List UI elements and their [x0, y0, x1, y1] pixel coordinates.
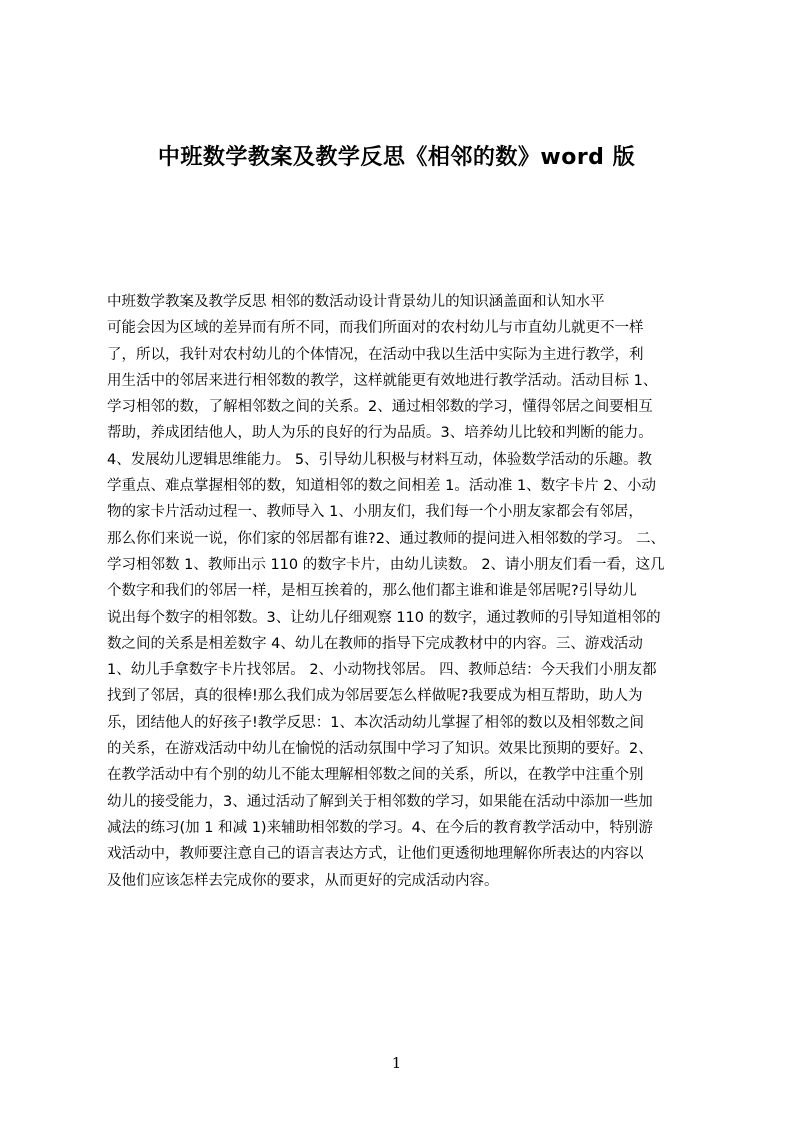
body-line: 在教学活动中有个别的幼儿不能太理解相邻数之间的关系，所以，在教学中注重个别 — [107, 767, 644, 784]
document-body — [107, 289, 697, 894]
body-line: 用生活中的邻居来进行相邻数的教学，这样就能更有效地进行教学活动。活动目标 1、 — [107, 372, 658, 389]
body-line: 说出每个数字的相邻数。3、让幼儿仔细观察 110 的数字，通过教师的引导知道相邻的 — [107, 609, 661, 626]
body-line: 学习相邻的数，了解相邻数之间的关系。2、通过相邻数的学习，懂得邻居之间要相互 — [107, 399, 653, 416]
body-line: 4、发展幼儿逻辑思维能力。 5、引导幼儿积极与材料互动，体验数学活动的乐趣。教 — [107, 451, 653, 468]
document-title: 中班数学教案及教学反思《相邻的数》word 版 — [157, 145, 636, 170]
body-line: 找到了邻居，真的很棒!那么我们成为邻居要怎么样做呢?我要成为相互帮助，助人为 — [107, 688, 643, 705]
body-line: 学重点、难点掌握相邻的数，知道相邻的数之间相差 1。活动准 1、数字卡片 2、小动 — [107, 478, 657, 495]
body-line: 戏活动中，教师要注意自己的语言表达方式，让他们更透彻地理解你所表达的内容以 — [107, 846, 644, 863]
body-line: 及他们应该怎样去完成你的要求，从而更好的完成活动内容。 — [107, 872, 499, 889]
body-line: 乐，团结他人的好孩子!教学反思：1、本次活动幼儿掌握了相邻的数以及相邻数之间 — [107, 714, 645, 731]
body-line: 帮助，养成团结他人，助人为乐的良好的行为品质。3、培养幼儿比较和判断的能力。 — [107, 425, 653, 442]
body-line: 数之间的关系是相差数字 4、幼儿在教师的指导下完成教材中的内容。三、游戏活动 — [107, 635, 643, 652]
body-line: 减法的练习(加 1 和减 1)来辅助相邻数的学习。4、在今后的教育教学活动中，特别游 — [107, 819, 653, 836]
body-line: 中班数学教案及教学反思 相邻的数活动设计背景幼儿的知识涵盖面和认知水平 — [107, 294, 605, 310]
page-number: 1 — [391, 1054, 402, 1072]
body-line: 了，所以，我针对农村幼儿的个体情况，在活动中我以生活中实际为主进行教学，利 — [107, 346, 644, 363]
body-line: 学习相邻数 1、教师出示 110 的数字卡片，由幼儿读数。 2、请小朋友们看一看，这几 — [107, 556, 665, 573]
body-line: 1、幼儿手拿数字卡片找邻居。 2、小动物找邻居。 四、教师总结：今天我们小朋友都 — [107, 662, 657, 679]
body-line: 物的家卡片活动过程一、教师导入 1、小朋友们，我们每一个小朋友家都会有邻居， — [107, 504, 643, 521]
body-line: 幼儿的接受能力，3、通过活动了解到关于相邻数的学习，如果能在活动中添加一些加 — [107, 793, 653, 810]
body-line: 那么你们来说一说，你们家的邻居都有谁?2、通过教师的提问进入相邻数的学习。 二、 — [107, 530, 666, 547]
body-line: 可能会因为区域的差异而有所不同，而我们所面对的农村幼儿与市直幼儿就更不一样 — [107, 320, 644, 337]
body-line: 的关系，在游戏活动中幼儿在愉悦的活动氛围中学习了知识。效果比预期的要好。2、 — [107, 741, 653, 758]
body-line: 个数字和我们的邻居一样，是相互挨着的，那么他们都主谁和谁是邻居呢?引导幼儿 — [107, 583, 637, 600]
